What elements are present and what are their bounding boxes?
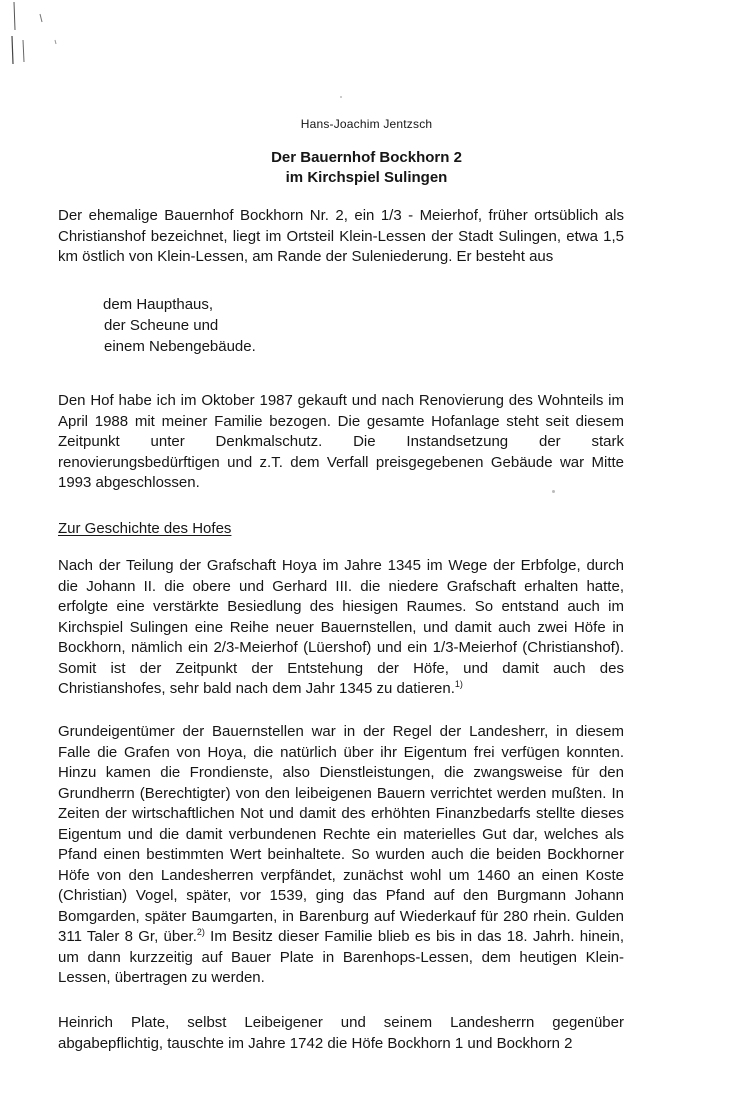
footnote-ref-2: 2): [196, 927, 205, 937]
building-item: dem Haupthaus,: [103, 296, 214, 313]
history-paragraph-1-text: Nach der Teilung der Grafschaft Hoya im Jahre 1345 im Wege der Erbfolge, durch die Johann II. die obere und Gerhard III. die niedere Grafschaft erhalten hatte, erfolgte eine verstärkte Besiedlung des hiesigen Raumes. So entstand auch im Kirchspiel Sulingen eine Reihe neuer Bauernstellen, und damit auch zwei Höfe in Bockhorn, nämlich ein 2/3-Meierhof (Lüershof) und ein 1/3-Meierhof (Christianshof). Somit ist der Zeitpunkt der Entstehung der Höfe, und damit auch des Christianshofes, sehr bald nach dem Jahr 1345 zu datieren.: [58, 557, 624, 697]
history-paragraph-2a-text: Grundeigentümer der Bauernstellen war in der Regel der Landesherr, in diesem Falle die Grafen von Hoya, die natürlich über ihr Eigentum frei verfügen konnten. Hinzu kamen die Frondienste, also Dienstleistungen, die zwangsweise für den Grundherrn (Berechtigter) von den leibeigenen Bauern verrichtet werden mußten. In Zeiten der wirtschaftlichen Not und damit des erhöhten Finanzbedarfs stellte dieses Eigentum und die damit verbundenen Rechte ein materielles Gut dar, welches als Pfand einen bestimmten Wert beinhaltete. So wurden auch die beiden Bockhorner Höfe von den Landesherren verpfändet, zunächst wohl um 1460 an einen Koste (Christian) Vogel, später, vor 1539, ging das Pfand auf den Burgmann Johann Bomgarden, später Baumgarten, in Barenburg auf Wiederkauf für 280 rhein. Gulden 311 Taler 8 Gr, über.: [58, 723, 624, 945]
document-title: [0, 148, 733, 188]
footnote-ref-1: 1): [454, 679, 463, 689]
purchase-paragraph: Den Hof habe ich im Oktober 1987 gekauft und nach Renovierung des Wohnteils im April 1988 mit meiner Familie bezogen. Die gesamte Hofanlage steht seit diesem Zeitpunkt unter Denkmalschutz. Die Instandsetzung der stark renovierungsbedürftigen und z.T. dem Verfall preisgegebenen Gebäude war Mitte 1993 abgeschlossen.: [58, 392, 624, 491]
history-paragraph-2b-text: Im Besitz dieser Familie blieb es bis in das 18. Jahrh. hinein, um dann kurzzeitig auf Bauer Plate in Barenhops-Lessen, dem heutigen Klein-Lessen, übertragen zu werden.: [58, 928, 624, 986]
history-paragraph-1: [58, 556, 624, 700]
history-paragraph-3: Heinrich Plate, selbst Leibeigener und seinem Landesherrn gegenüber abgabepflichtig, tauschte im Jahre 1742 die Höfe Bockhorn 1 und Bockhorn 2: [58, 1014, 624, 1052]
scan-edge-marks: [0, 0, 80, 80]
building-item: der Scheune und: [104, 317, 219, 334]
intro-paragraph: Der ehemalige Bauernhof Bockhorn Nr. 2, ein 1/3 - Meierhof, früher ortsüblich als Christianshof bezeichnet, liegt im Ortsteil Klein-Lessen der Stadt Sulingen, etwa 1,5 km östlich von Klein-Lessen, am Rande der Suleniederung. Er besteht aus: [58, 207, 624, 265]
author-name: Hans-Joachim Jentzsch: [300, 117, 433, 131]
title-line-1: Der Bauernhof Bockhorn 2: [271, 149, 462, 166]
scan-artifacts: [0, 0, 80, 80]
history-paragraph-2: [58, 722, 624, 989]
building-item: einem Nebengebäude.: [104, 338, 256, 355]
section-heading: Zur Geschichte des Hofes: [58, 520, 232, 537]
scan-speck: [340, 96, 342, 98]
title-line-2: im Kirchspiel Sulingen: [285, 169, 448, 186]
buildings-list: [103, 294, 256, 357]
